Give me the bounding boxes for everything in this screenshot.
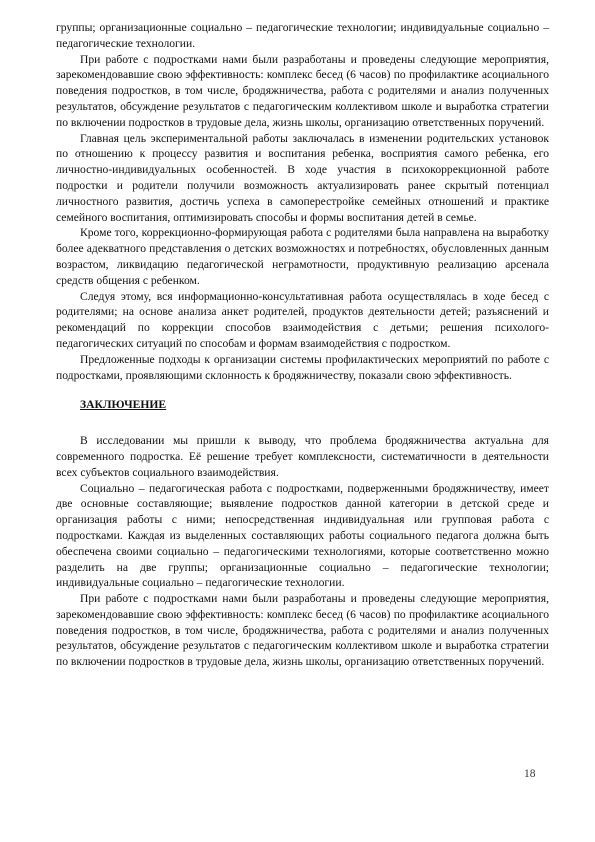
- page-content: [56, 20, 549, 670]
- paragraph-social-work: Социально – педагогическая работа с подростками, подверженными бродяжничеству, имеет две основные составляющие; выявление подростков данной категории в детской среде и организация работы с ними; непосредственная индивидуальная или групповая работа с подростками. Каждая из выделенных составляющих работы социального педагога должна быть обеспечена своими социально – педагогическими технологиями, которые соответственно можно разделить на две группы; организационные социально – педагогические технологии; индивидуальные социально – педагогические технологии.: [56, 481, 549, 590]
- paragraph-activities: При работе с подростками нами были разработаны и проведены следующие мероприятия, зарекомендовавшие свою эффективность: комплекс бесед (6 часов) по профилактике асоциального поведения подростков, в том числе, бродяжничества, работа с родителями и анализ полученных результатов, обсуждение результатов с педагогическим коллективом школе и выработка стратегии по включении подростков в трудовые дела, жизнь школы, организацию ответственных поручений.: [56, 52, 549, 129]
- paragraph-approaches: Предложенные подходы к организации системы профилактических мероприятий по работе с подростками, проявляющими склонность к бродяжничеству, показали свою эффективность.: [56, 352, 549, 382]
- paragraph-activities-repeat: При работе с подростками нами были разработаны и проведены следующие мероприятия, зарекомендовавшие свою эффективность: комплекс бесед (6 часов) по профилактике асоциального поведения подростков, в том числе, бродяжничества, работа с родителями и анализ полученных результатов, обсуждение результатов с педагогическим коллективом школе и выработка стратегии по включении подростков в трудовые дела, жизнь школы, организацию ответственных поручений.: [56, 592, 549, 669]
- page-number: 18: [524, 768, 536, 780]
- conclusion-heading: ЗАКЛЮЧЕНИЕ: [80, 398, 167, 412]
- paragraph-continuation: группы; организационные социально – педагогические технологии; индивидуальные социально – педагогические технологии.: [56, 21, 549, 50]
- paragraph-main-goal: Главная цель экспериментальной работы заключалась в изменении родительских установок по отношению к процессу развития и воспитания ребенка, восприятия самого ребенка, его личностно-индивидуальных особенностей. В ходе участия в психокоррекционной работе подростки и родители получили возможность актуализировать ранее скрытый потенциал личностного развития, достичь успеха в самоперестройке семейных отношений и практике семейного воспитания, оптимизировать способы и формы воспитания детей в семье.: [56, 131, 549, 224]
- paragraph-corrective-work: Кроме того, коррекционно-формирующая работа с родителями была направлена на выработку более адекватного представления о детских возможностях и потребностях, обусловленных данным возрастом, ликвидацию педагогической неграмотности, продуктивную реализацию арсенала средств общения с ребенком.: [56, 226, 549, 287]
- paragraph-conclusion-intro: В исследовании мы пришли к выводу, что проблема бродяжничества актуальна для современного подростка. Её решение требует комплексности, систематичности в деятельности всех субъектов социального взаимодействия.: [56, 434, 549, 479]
- paragraph-consultations: Следуя этому, вся информационно-консультативная работа осуществлялась в ходе бесед с родителями; на основе анализа анкет родителей, продуктов деятельности детей; разъяснений и рекомендаций по коррекции способов взаимодействия с детьми; решения психолого-педагогических ситуаций по способам и формам взаимодействия с подростком.: [56, 289, 549, 350]
